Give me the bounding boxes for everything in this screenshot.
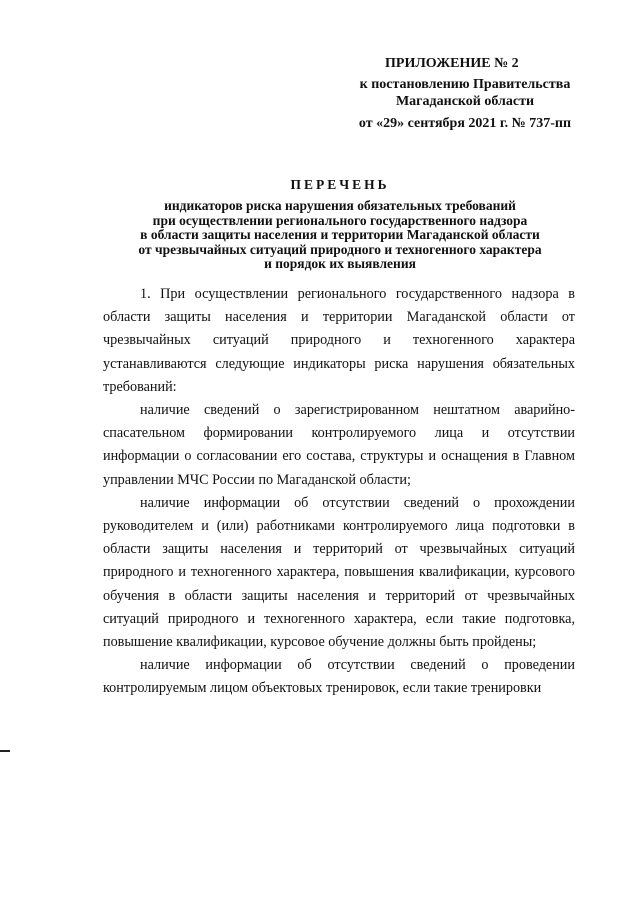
appendix-resolution-line: к постановлению Правительства — [359, 77, 571, 92]
document-title: ПЕРЕЧЕНЬ — [290, 177, 390, 192]
paragraph-intro: 1. При осуществлении регионального государственного надзора в области защиты населения и территории Магаданской области от чрезвычайных ситуаций природного и техногенного характера устанавливаются следующие индикаторы риска нарушения обязательных требований: — [103, 286, 575, 395]
appendix-title: ПРИЛОЖЕНИЕ № 2 — [385, 56, 519, 71]
subtitle-line: от чрезвычайных ситуаций природного и техногенного характера — [138, 241, 542, 257]
paragraph-indicator: наличие сведений о зарегистрированном нештатном аварийно-спасательном формировании контролируемого лица и отсутствии информации о согласовании его состава, структуры и оснащения в Главном управлении МЧС России по Магаданской области; — [103, 402, 575, 488]
appendix-region-line: Магаданской области — [395, 94, 535, 109]
subtitle-line: в области защиты населения и территории Магаданской области — [140, 227, 540, 242]
paragraph-indicator: наличие информации об отсутствии сведений о прохождении руководителем и (или) работниками контролируемого лица подготовки в области защиты населения и территорий от чрезвычайных ситуаций природного и техногенного характера, повышения квалификации, курсового обучения в области защиты населения и территорий от чрезвычайных ситуаций природного и техногенного характера, если такие подготовка, повышение квалификации, курсовое обучение должны быть пройдены; — [103, 494, 575, 651]
appendix-date-line: от «29» сентября 2021 г. № 737-пп — [358, 116, 572, 131]
document-body — [103, 283, 575, 701]
subtitle-line: индикаторов риска нарушения обязательных требований — [164, 198, 516, 213]
subtitle-line: и порядок их выявления — [264, 256, 416, 271]
document-subtitle — [90, 199, 590, 272]
scan-margin-mark — [0, 750, 10, 752]
paragraph-indicator: наличие информации об отсутствии сведений о проведении контролируемым лицом объектовых тренировок, если такие тренировки — [103, 657, 575, 697]
subtitle-line: при осуществлении регионального государственного надзора — [152, 212, 528, 228]
